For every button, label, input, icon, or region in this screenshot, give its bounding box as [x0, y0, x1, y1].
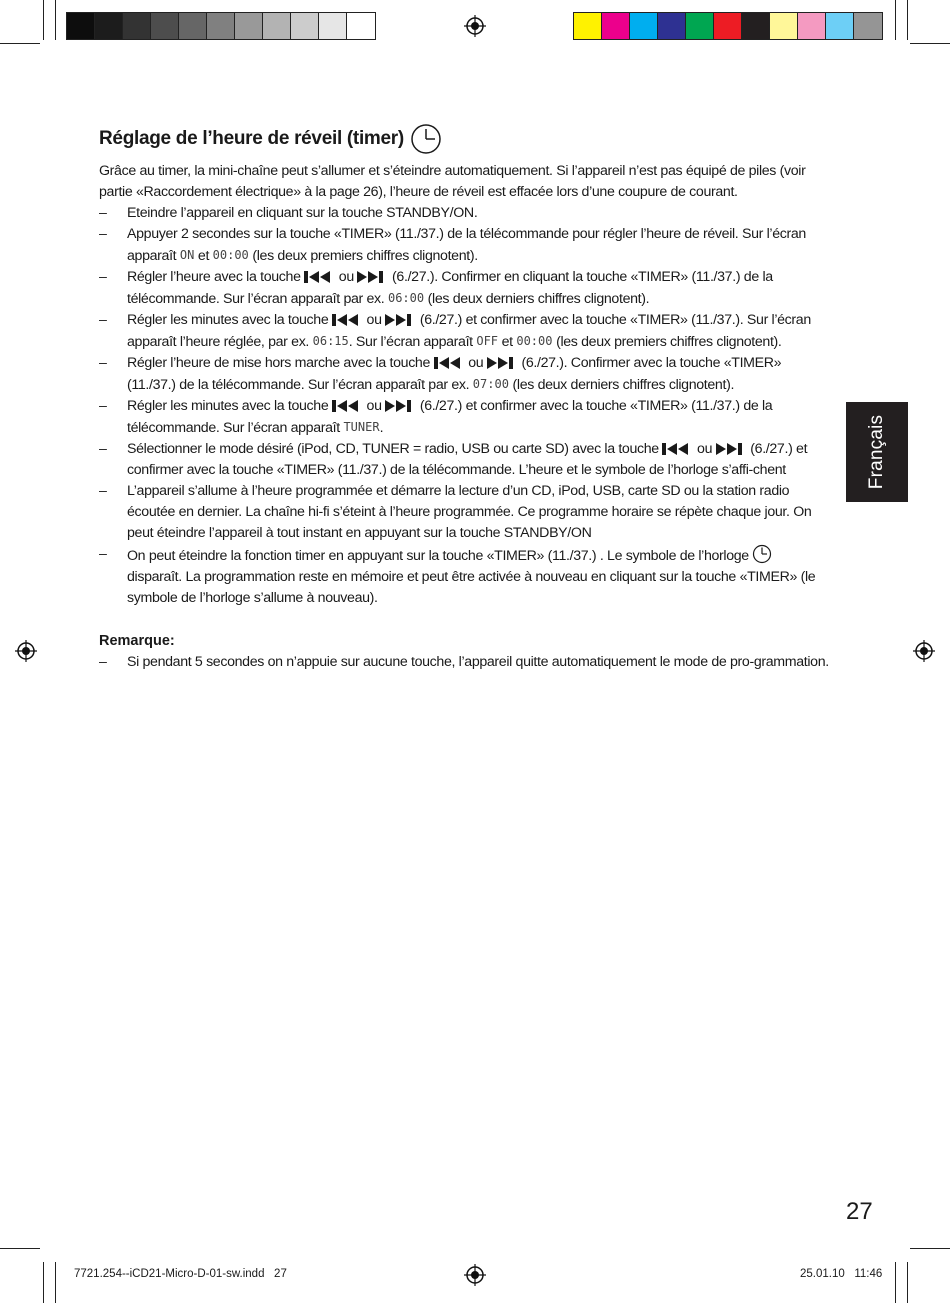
color-swatch — [630, 13, 658, 39]
crop-mark — [907, 1262, 908, 1303]
list-item: – L’appareil s’allume à l’heure programmée et démarre la lecture d’un CD, iPod, USB, carte SD ou la station radio écoutée en dernier. La chaîne hi-fi s’éteint à l’heure programmée. Ce programme horaire se répète chaque jour. On peut éteindre l’appareil à tout instant en appuyant sur la touche STANDBY/ON — [99, 481, 829, 544]
skip-back-icon — [332, 400, 363, 412]
color-swatch — [770, 13, 798, 39]
registration-mark-icon — [913, 640, 935, 662]
color-calibration-bar — [573, 12, 883, 40]
skip-forward-icon — [385, 400, 416, 412]
remark-list — [99, 652, 829, 673]
lcd-text: ON — [179, 248, 195, 262]
color-swatch — [658, 13, 686, 39]
list-item: – On peut éteindre la fonction timer en appuyant sur la touche «TIMER» (11./37.) . Le symbole de l’horloge disparaît. La programmation reste en mémoire et peut être activée à nouveau en cliquant sur la touche «TIMER» (le symbole de l’horloge s’allume à nouveau). — [99, 544, 829, 609]
skip-forward-icon — [385, 314, 416, 326]
list-item: – Sélectionner le mode désiré (iPod, CD, TUNER = radio, USB ou carte SD) avec la touche ou (6./27.) et confirmer avec la touche «TIMER» (11./37.) de la télécommande. L’heure et le symbole de l’horloge s’affi-chent — [99, 439, 829, 481]
footer-timestamp: 25.01.10 11:46 — [800, 1268, 883, 1280]
lcd-text: OFF — [476, 334, 499, 348]
lcd-text: 06:15 — [312, 334, 349, 348]
crop-mark — [910, 43, 950, 44]
registration-mark-icon — [464, 1264, 486, 1286]
color-swatch — [67, 13, 95, 39]
crop-mark — [895, 0, 896, 40]
crop-mark — [910, 1248, 950, 1249]
clock-icon — [410, 123, 442, 155]
lcd-text: 00:00 — [516, 334, 553, 348]
registration-mark-icon — [464, 15, 486, 37]
color-swatch — [291, 13, 319, 39]
list-item: – Si pendant 5 secondes on n’appuie sur aucune touche, l’appareil quitte automatiquement le mode de pro-grammation. — [99, 652, 829, 673]
skip-back-icon — [662, 443, 693, 455]
lcd-text: 00:00 — [212, 248, 249, 262]
remark-title: Remarque: — [99, 633, 175, 649]
page-title: Réglage de l’heure de réveil (timer) — [99, 124, 829, 154]
skip-back-icon — [304, 271, 335, 283]
color-swatch — [263, 13, 291, 39]
color-swatch — [854, 13, 882, 39]
color-swatch — [179, 13, 207, 39]
list-item: – Régler l’heure de mise hors marche avec la touche ou (6./27.). Confirmer avec la touche «TIMER» (11./37.) de la télécommande. Sur l’écran apparaît par ex. 07:00 (les deux derniers chiffres clignotent). — [99, 353, 829, 396]
main-content — [99, 124, 829, 673]
skip-forward-icon — [716, 443, 747, 455]
crop-mark — [895, 1262, 896, 1303]
list-item: – Régler les minutes avec la touche ou (6./27.) et confirmer avec la touche «TIMER» (11./37.) de la télécommande. Sur l’écran apparaît TUNER. — [99, 396, 829, 439]
registration-mark-icon — [15, 640, 37, 662]
skip-forward-icon — [357, 271, 388, 283]
skip-back-icon — [332, 314, 363, 326]
list-item: – Appuyer 2 secondes sur la touche «TIMER» (11./37.) de la télécommande pour régler l’heure de réveil. Sur l’écran apparaît ON et 00:00 (les deux premiers chiffres clignotent). — [99, 224, 829, 267]
clock-icon — [752, 544, 772, 564]
list-item: – Eteindre l’appareil en cliquant sur la touche STANDBY/ON. — [99, 203, 829, 224]
lcd-text: TUNER — [343, 420, 380, 434]
language-tab-label: Français — [866, 414, 887, 490]
color-swatch — [742, 13, 770, 39]
crop-mark — [43, 1262, 44, 1303]
crop-mark — [0, 1248, 40, 1249]
color-swatch — [602, 13, 630, 39]
list-item: – Régler l’heure avec la touche ou (6./27.). Confirmer en cliquant la touche «TIMER» (11./37.) de la télécommande. Sur l’écran apparaît par ex. 06:00 (les deux derniers chiffres clignotent). — [99, 267, 829, 310]
language-tab — [846, 402, 908, 502]
color-swatch — [686, 13, 714, 39]
gray-calibration-bar — [66, 12, 376, 40]
crop-mark — [43, 0, 44, 40]
color-swatch — [826, 13, 854, 39]
color-swatch — [714, 13, 742, 39]
lcd-text: 06:00 — [387, 291, 425, 305]
steps-list — [99, 203, 829, 609]
skip-forward-icon — [487, 357, 518, 369]
list-item: – Régler les minutes avec la touche ou (6./27.) et confirmer avec la touche «TIMER» (11./37.). Sur l’écran apparaît l’heure réglée, par ex. 06:15. Sur l’écran apparaît OFF et 00:00 (les deux premiers chiffres clignotent). — [99, 310, 829, 353]
color-swatch — [207, 13, 235, 39]
crop-mark — [907, 0, 908, 40]
color-swatch — [95, 13, 123, 39]
color-swatch — [123, 13, 151, 39]
color-swatch — [798, 13, 826, 39]
crop-mark — [55, 1262, 56, 1303]
color-swatch — [319, 13, 347, 39]
skip-back-icon — [434, 357, 465, 369]
crop-mark — [55, 0, 56, 40]
color-swatch — [235, 13, 263, 39]
color-swatch — [574, 13, 602, 39]
color-swatch — [151, 13, 179, 39]
color-swatch — [347, 13, 375, 39]
lcd-text: 07:00 — [472, 377, 509, 391]
crop-mark — [0, 43, 40, 44]
intro-paragraph: Grâce au timer, la mini-chaîne peut s’allumer et s’éteindre automatiquement. Si l’appareil n’est pas équipé de piles (voir partie «Raccordement électrique» à la page 26), l’heure de réveil est effacée lors d’une coupure de courant. — [99, 163, 806, 200]
footer-filename: 7721.254--iCD21-Micro-D-01-sw.indd 27 — [74, 1268, 287, 1280]
page-number: 27 — [846, 1198, 873, 1225]
